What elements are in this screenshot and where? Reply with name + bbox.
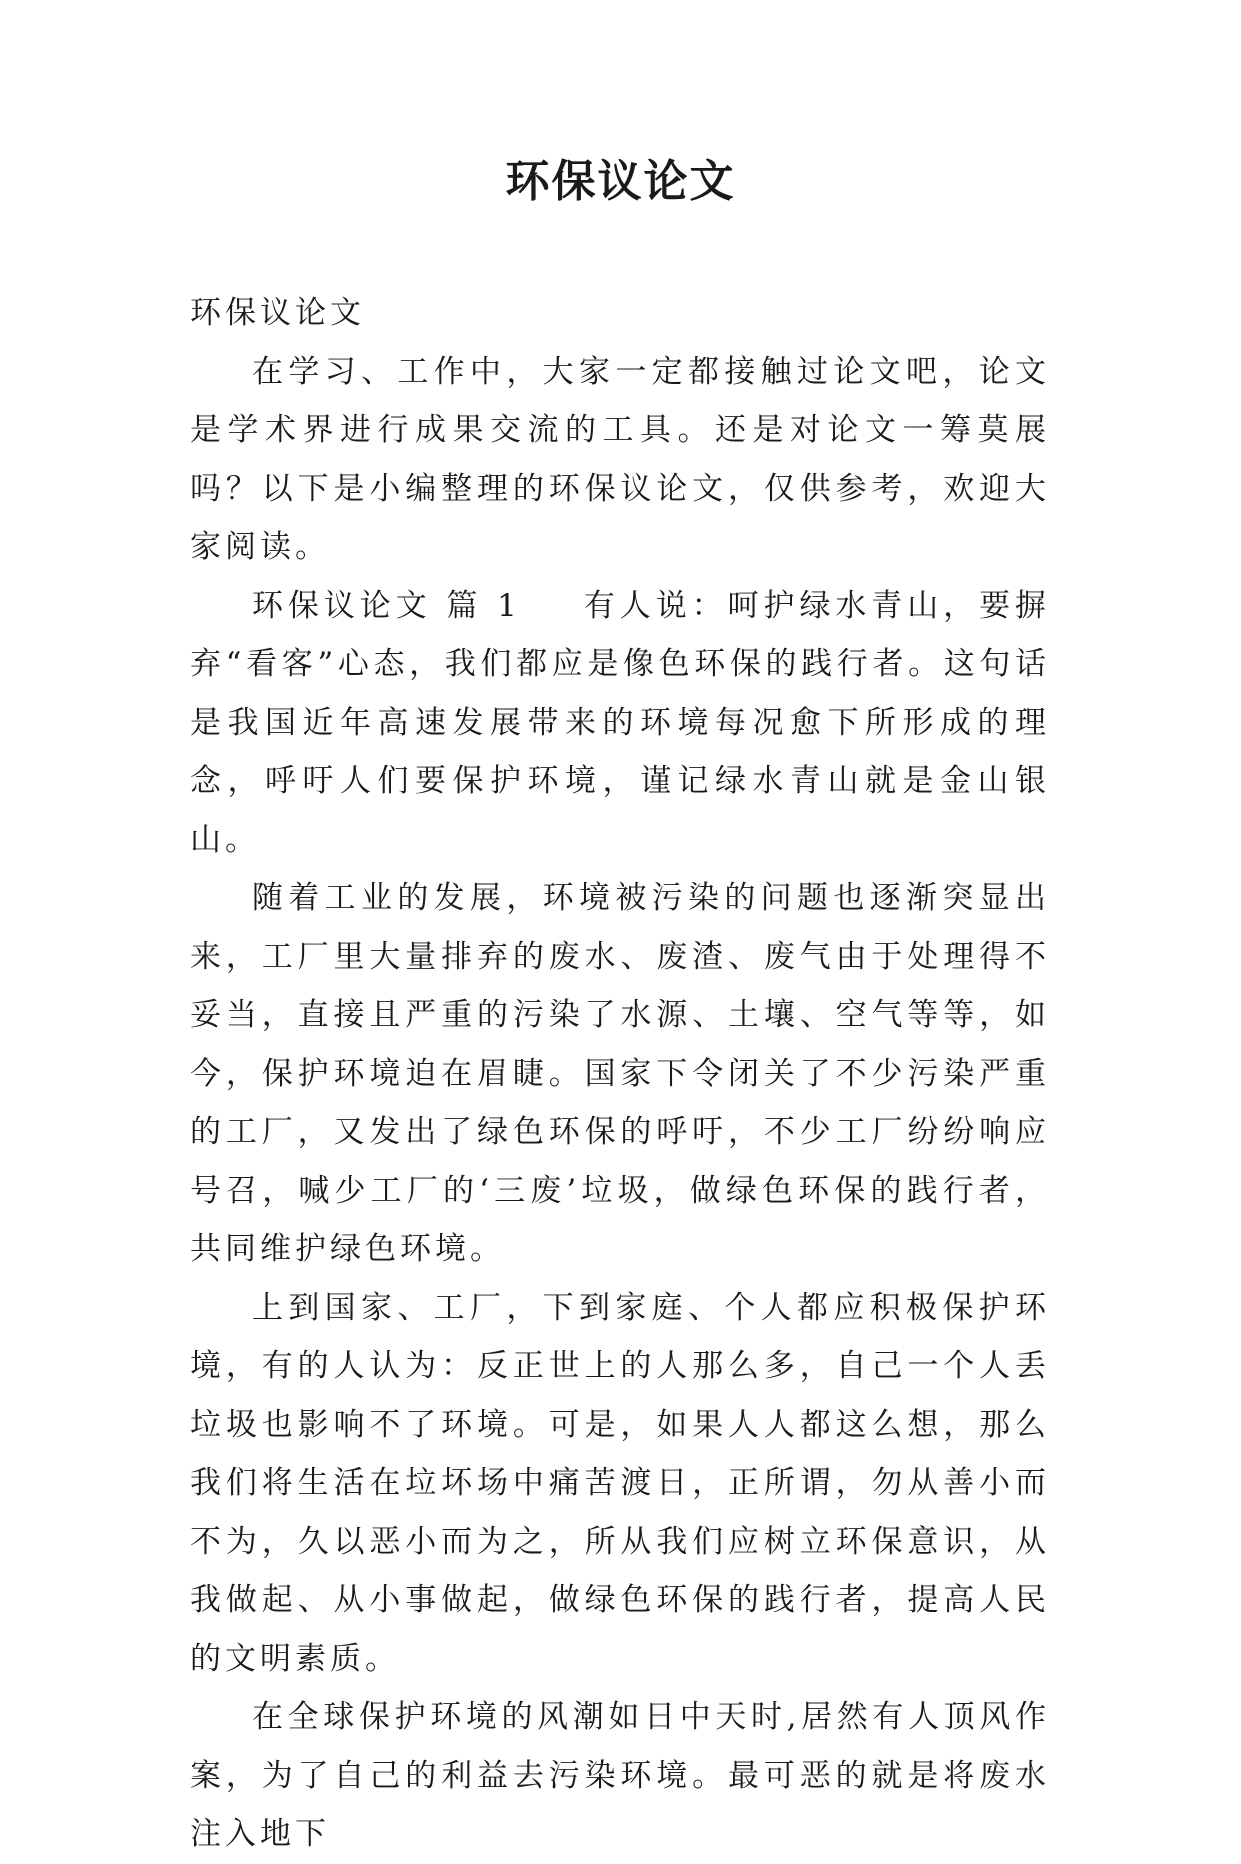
paragraph-global: 在全球保护环境的风潮如日中天时,居然有人顶风作案，为了自己的利益去污染环境。最可恶的就是将废水注入地下 [190, 1699, 1050, 1852]
document-body [190, 284, 1050, 1864]
section-heading: 环保议论文 [252, 587, 432, 624]
document-title: 环保议论文 [505, 156, 736, 207]
paragraph-industry: 随着工业的发展，环境被污染的问题也逐渐突显出来，工厂里大量排弃的废水、废渣、废气由于处理得不妥当，直接且严重的污染了水源、土壤、空气等等，如今，保护环境迫在眉睫。国家下令闭关了不少污染严重的工厂，又发出了绿色环保的呼吁，不少工厂纷纷响应号召，喊少工厂的‘三废’垃圾，做绿色环保的践行者，共同维护绿色环境。 [190, 880, 1050, 1267]
document-subtitle: 环保议论文 [190, 295, 365, 331]
section-continuation: “看客”心态，我们都应是像色环保的践行者。这句话是我国近年高速发展带来的环境每况愈下所形成的理念，呼吁人们要保护环境，谨记绿水青山就是金山银山。 [190, 646, 1050, 858]
paragraph-everyone: 上到国家、工厂，下到家庭、个人都应积极保护环境，有的人认为：反正世上的人那么多，自己一个人丢垃圾也影响不了环境。可是，如果人人都这么想，那么我们将生活在垃坏场中痛苦渡日，正所谓，勿从善小而不为，久以恶小而为之，所从我们应树立环保意识，从我做起、从小事做起，做绿色环保的践行者，提高人民的文明素质。 [190, 1289, 1050, 1677]
paragraph-intro: 在学习、工作中，大家一定都接触过论文吧，论文是学术界进行成果交流的工具。还是对论文一筹莫展吗？以下是小编整理的环保议论文，仅供参考，欢迎大家阅读。 [190, 353, 1050, 565]
paragraph-section-1-opening [190, 577, 1050, 870]
section-lead: 有人说：呵护绿水青山，要摒弃 [190, 587, 1051, 682]
section-number: 篇 1 [446, 587, 521, 624]
